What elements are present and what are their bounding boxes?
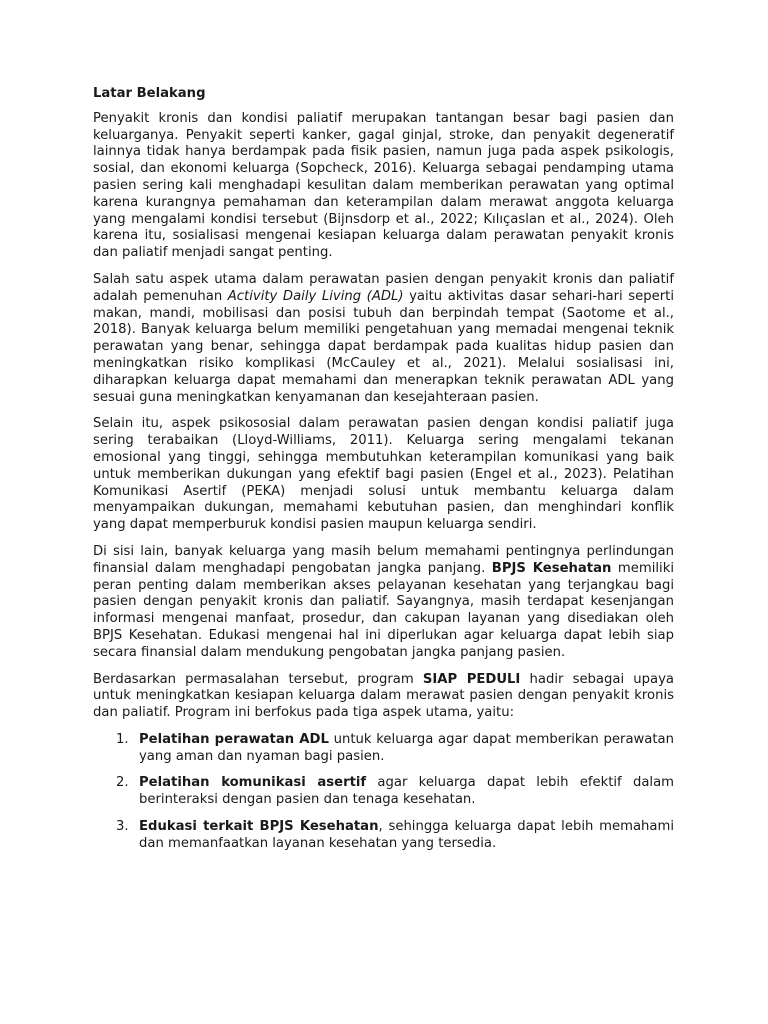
list-item xyxy=(116,819,674,853)
p1-text-run: Penyakit kronis dan kondisi paliatif merupakan tantangan besar bagi pasien dan keluarganya. Penyakit seperti kanker, gagal ginjal, stroke, dan penyakit degeneratif lainnya tidak hanya berdampak pada fisik pasien, namun juga pada aspek psikologis, sosial, dan ekonomi keluarga (Sopcheck, 2016). Keluarga sebagai pendamping utama pasien sering kali menghadapi kesulitan dalam memberikan perawatan yang optimal karena kurangnya pemahaman dan keterampilan dalam merawat anggota keluarga yang mengalami kondisi tersebut (Bijnsdorp et al., 2022; Kılıçaslan et al., 2024). Oleh karena itu, sosialisasi mengenai kesiapan keluarga dalam perawatan penyakit kronis dan paliatif menjadi sangat penting. xyxy=(93,110,674,261)
section-heading: Latar Belakang xyxy=(93,86,206,101)
p3-text-run: Selain itu, aspek psikososial dalam perawatan pasien dengan kondisi paliatif juga sering terabaikan (Lloyd-Williams, 2011). Keluarga sering mengalami tekanan emosional yang tinggi, sehingga membutuhkan keterampilan komunikasi yang baik untuk memberikan dukungan yang efektif bagi pasien (Engel et al., 2023). Pelatihan Komunikasi Asertif (PEKA) menjadi solusi untuk membantu keluarga dalam menyampaikan dukungan, memahami kebutuhan pasien, dan menghindari konflik yang dapat memperburuk kondisi pasien maupun keluarga sendiri. xyxy=(93,416,674,533)
list-item-title: Pelatihan komunikasi asertif xyxy=(139,775,367,791)
list-item-text: , sehingga keluarga dapat lebih memahami dan memanfaatkan layanan kesehatan yang tersedia. xyxy=(139,819,674,851)
paragraph-3 xyxy=(93,416,674,534)
list-item-text: agar keluarga dapat lebih efektif dalam berinteraksi dengan pasien dan tenaga kesehatan. xyxy=(139,775,674,808)
document-page xyxy=(93,86,674,863)
list-number: 2. xyxy=(116,775,129,791)
paragraph-5 xyxy=(93,672,674,722)
program-aspects-list xyxy=(93,732,674,853)
list-item xyxy=(116,731,674,766)
p4-text-run: memiliki peran penting dalam memberikan akses pelayanan kesehatan yang terjangkau bagi pasien dengan penyakit kronis dan paliatif. Sayangnya, masih terdapat kesenjangan informasi mengenai manfaat, prosedur, dan cakupan layanan yang disediakan oleh BPJS Kesehatan. Edukasi mengenai hal ini diperlukan agar keluarga dapat lebih siap secara finansial dalam mendukung pengobatan jangka panjang pasien. xyxy=(93,560,674,660)
list-item-text: untuk keluarga agar dapat memberikan perawatan yang aman dan nyaman bagi pasien. xyxy=(139,731,674,764)
p2-text-run: Activity Daily Living (ADL) xyxy=(227,288,404,304)
p5-text-run: hadir sebagai upaya untuk meningkatkan kesiapan keluarga dalam merawat pasien dengan penyakit kronis dan paliatif. Program ini berfokus pada tiga aspek utama, yaitu: xyxy=(93,671,674,721)
p4-text-run: Di sisi lain, banyak keluarga yang masih belum memahami pentingnya perlindungan finansial dalam menghadapi pengobatan jangka panjang. xyxy=(93,543,674,576)
p2-text-run: Salah satu aspek utama dalam perawatan pasien dengan penyakit kronis dan paliatif adalah pemenuhan xyxy=(93,271,674,304)
p5-text-run: SIAP PEDULI xyxy=(422,671,521,687)
paragraph-2 xyxy=(93,272,674,406)
list-item-title: Pelatihan perawatan ADL xyxy=(139,731,329,747)
p2-text-run: yaitu aktivitas dasar sehari-hari seperti makan, mandi, mobilisasi dan posisi tubuh dan berpindah tempat (Saotome et al., 2018). Banyak keluarga belum memiliki pengetahuan yang memadai mengenai teknik perawatan yang benar, sehingga dapat berdampak pada kualitas hidup pasien dan meningkatkan risiko komplikasi (McCauley et al., 2021). Melalui sosialisasi ini, diharapkan keluarga dapat memahami dan menerapkan teknik perawatan ADL yang sesuai guna meningkatkan kenyamanan dan kesejahteraan pasien. xyxy=(93,288,675,405)
p5-text-run: Berdasarkan permasalahan tersebut, program xyxy=(93,671,423,687)
list-item xyxy=(116,775,674,809)
paragraph-1 xyxy=(93,111,674,262)
paragraph-4 xyxy=(93,544,674,662)
list-number: 1. xyxy=(116,731,129,747)
p4-text-run: BPJS Kesehatan xyxy=(491,560,612,576)
list-item-title: Edukasi terkait BPJS Kesehatan xyxy=(139,819,379,835)
list-number: 3. xyxy=(116,819,129,835)
